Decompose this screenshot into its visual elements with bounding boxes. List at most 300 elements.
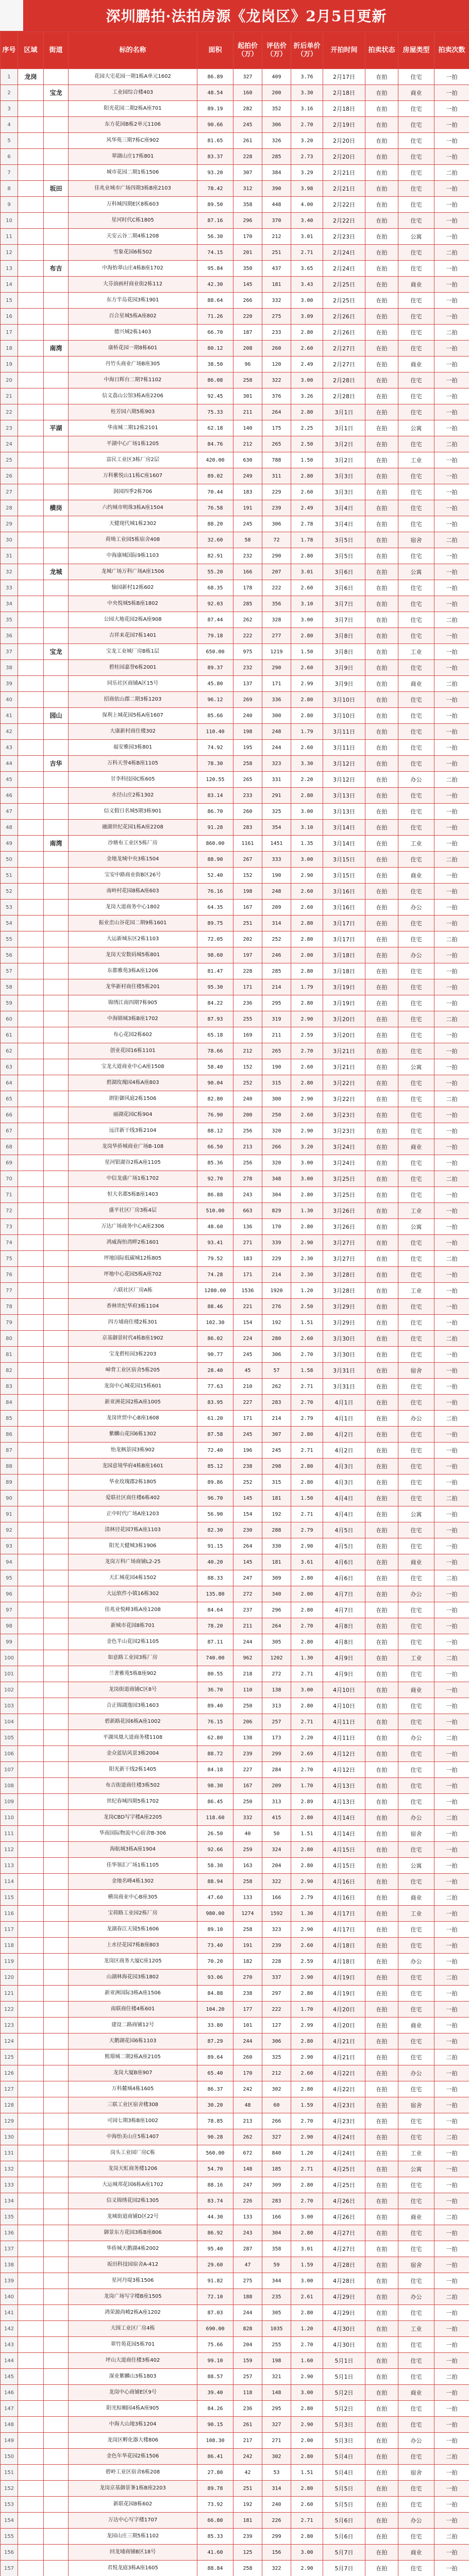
unit-price-cell: 2.60 xyxy=(291,1107,323,1123)
property-name-cell: 万达中心写字楼1707 xyxy=(69,2513,197,2529)
row-index: 37 xyxy=(1,644,18,660)
appraisal-price-cell: 233 xyxy=(262,325,291,341)
district-cell xyxy=(18,1490,44,1506)
property-type-cell: 办公 xyxy=(398,1954,434,1970)
unit-price-cell: 3.00 xyxy=(291,852,323,868)
auction-date-cell: 3月21日 xyxy=(323,1059,365,1075)
appraisal-price-cell: 209 xyxy=(262,900,291,916)
row-index: 156 xyxy=(1,2545,18,2561)
row-index: 124 xyxy=(1,2033,18,2049)
auction-date-cell: 4月9日 xyxy=(323,1650,365,1666)
property-type-cell: 住宅 xyxy=(398,2033,434,2049)
starting-price-cell: 217 xyxy=(233,2433,262,2449)
street-cell xyxy=(44,2161,69,2177)
property-name-cell: 万科城四期E区8栋603 xyxy=(69,197,197,213)
round-cell: 一拍 xyxy=(434,1874,469,1890)
district-cell xyxy=(18,261,44,277)
street-cell xyxy=(44,2449,69,2465)
status-cell: 在拍 xyxy=(365,1059,398,1075)
row-index: 73 xyxy=(1,1219,18,1235)
appraisal-price-cell: 57 xyxy=(262,1363,291,1379)
area-cell: 82.80 xyxy=(197,1091,233,1107)
appraisal-price-cell: 320 xyxy=(262,1155,291,1171)
starting-price-cell: 247 xyxy=(233,2177,262,2193)
auction-date-cell: 5月2日 xyxy=(323,2385,365,2401)
property-name-cell: 风华苑三期7栋C座902 xyxy=(69,133,197,149)
street-cell xyxy=(44,117,69,133)
unit-price-cell: 2.90 xyxy=(291,1970,323,1986)
unit-price-cell: 2.71 xyxy=(291,245,323,261)
auction-date-cell: 3月28日 xyxy=(323,1267,365,1283)
status-cell: 在拍 xyxy=(365,2321,398,2337)
unit-price-cell: 2.20 xyxy=(291,772,323,788)
row-index: 52 xyxy=(1,884,18,900)
row-index: 126 xyxy=(1,2065,18,2081)
table-row xyxy=(1,1666,469,1682)
property-type-cell: 住宅 xyxy=(398,2497,434,2513)
property-name-cell: 雪象花园6栋502 xyxy=(69,245,197,261)
district-cell xyxy=(18,1379,44,1395)
round-cell: 一拍 xyxy=(434,2241,469,2257)
row-index: 18 xyxy=(1,341,18,357)
property-name-cell: 宝安中路商业街B区26号 xyxy=(69,868,197,884)
starting-price-cell: 101 xyxy=(233,2018,262,2033)
row-index: 154 xyxy=(1,2513,18,2529)
starting-price-cell: 260 xyxy=(233,2049,262,2065)
table-row xyxy=(1,676,469,692)
appraisal-price-cell: 222 xyxy=(262,580,291,596)
property-type-cell: 商业 xyxy=(398,2209,434,2225)
property-type-cell: 住宅 xyxy=(398,1091,434,1107)
appraisal-price-cell: 829 xyxy=(262,1203,291,1219)
area-cell: 88.72 xyxy=(197,1746,233,1762)
row-index: 77 xyxy=(1,1283,18,1299)
property-name-cell: 龙岗区商务大厦C座1205 xyxy=(69,1954,197,1970)
area-cell: 90.15 xyxy=(197,2417,233,2433)
property-type-cell: 住宅 xyxy=(398,2177,434,2193)
row-index: 94 xyxy=(1,1554,18,1570)
property-type-cell: 公寓 xyxy=(398,1059,434,1075)
property-type-cell: 商业 xyxy=(398,1682,434,1698)
appraisal-price-cell: 212 xyxy=(262,229,291,245)
round-cell: 一拍 xyxy=(434,69,469,85)
property-type-cell: 住宅 xyxy=(398,580,434,596)
status-cell: 在拍 xyxy=(365,516,398,532)
status-cell: 在拍 xyxy=(365,341,398,357)
property-name-cell: 龙岗区孵化器大楼806 xyxy=(69,2433,197,2449)
street-cell xyxy=(44,1602,69,1618)
table-row xyxy=(1,2145,469,2161)
auction-date-cell: 3月3日 xyxy=(323,484,365,500)
area-cell: 77.63 xyxy=(197,1379,233,1395)
property-name-cell: 万科天誉4栋B座1105 xyxy=(69,756,197,772)
auction-date-cell: 4月10日 xyxy=(323,1698,365,1714)
starting-price-cell: 183 xyxy=(233,484,262,500)
round-cell: 一拍 xyxy=(434,1634,469,1650)
auction-date-cell: 3月16日 xyxy=(323,900,365,916)
row-index: 64 xyxy=(1,1075,18,1091)
unit-price-cell: 2.80 xyxy=(291,1427,323,1443)
district-cell xyxy=(18,1027,44,1043)
row-index: 141 xyxy=(1,2305,18,2321)
auction-date-cell: 5月4日 xyxy=(323,2465,365,2481)
district-cell xyxy=(18,133,44,149)
unit-price-cell: 2.71 xyxy=(291,1714,323,1730)
street-cell: 横岗 xyxy=(44,500,69,516)
auction-date-cell: 4月25日 xyxy=(323,2161,365,2177)
property-name-cell: 大运城邦花园6栋A座1702 xyxy=(69,2177,197,2193)
property-name-cell: 御景东方花园3栋B座806 xyxy=(69,2225,197,2241)
row-index: 67 xyxy=(1,1123,18,1139)
unit-price-cell: 3.00 xyxy=(291,1155,323,1171)
table-row xyxy=(1,1922,469,1938)
street-cell xyxy=(44,2177,69,2193)
property-name-cell: 桂芳园六期5栋903 xyxy=(69,404,197,420)
round-cell: 一拍 xyxy=(434,724,469,740)
unit-price-cell: 3.65 xyxy=(291,261,323,277)
round-cell: 一拍 xyxy=(434,1075,469,1091)
street-cell xyxy=(44,2545,69,2561)
street-cell xyxy=(44,884,69,900)
appraisal-price-cell: 214 xyxy=(262,1411,291,1427)
row-index: 9 xyxy=(1,197,18,213)
area-cell: 71.26 xyxy=(197,309,233,325)
row-index: 101 xyxy=(1,1666,18,1682)
starting-price-cell: 296 xyxy=(233,213,262,229)
table-row xyxy=(1,564,469,580)
status-cell: 在拍 xyxy=(365,1203,398,1219)
status-cell: 在拍 xyxy=(365,1698,398,1714)
status-cell: 在拍 xyxy=(365,1475,398,1490)
starting-price-cell: 261 xyxy=(233,133,262,149)
property-type-cell: 公寓 xyxy=(398,1858,434,1874)
street-cell xyxy=(44,947,69,963)
row-index: 58 xyxy=(1,979,18,995)
street-cell xyxy=(44,1411,69,1427)
row-index: 7 xyxy=(1,165,18,181)
table-row xyxy=(1,931,469,947)
status-cell: 在拍 xyxy=(365,2177,398,2193)
starting-price-cell: 239 xyxy=(233,1746,262,1762)
row-index: 157 xyxy=(1,2561,18,2576)
unit-price-cell: 2.80 xyxy=(291,1698,323,1714)
starting-price-cell: 227 xyxy=(233,1762,262,1778)
appraisal-price-cell: 302 xyxy=(262,2081,291,2097)
status-cell: 在拍 xyxy=(365,628,398,644)
row-index: 61 xyxy=(1,1027,18,1043)
property-type-cell: 住宅 xyxy=(398,69,434,85)
starting-price-cell: 136 xyxy=(233,1219,262,1235)
round-cell: 一拍 xyxy=(434,1315,469,1331)
property-type-cell: 住宅 xyxy=(398,1107,434,1123)
row-index: 34 xyxy=(1,596,18,612)
unit-price-cell: 2.70 xyxy=(291,1395,323,1411)
row-index: 138 xyxy=(1,2257,18,2273)
district-cell: 龙岗 xyxy=(18,69,44,85)
street-cell xyxy=(44,2273,69,2289)
table-row xyxy=(1,69,469,85)
street-cell: 宝龙 xyxy=(44,85,69,101)
unit-price-cell: 2.78 xyxy=(291,516,323,532)
round-cell: 二拍 xyxy=(434,2369,469,2385)
area-cell: 38.50 xyxy=(197,357,233,372)
property-type-cell: 住宅 xyxy=(398,1874,434,1890)
area-cell: 33.80 xyxy=(197,2018,233,2033)
property-type-cell: 住宅 xyxy=(398,1778,434,1794)
property-name-cell: 大运新城东区2栋1103 xyxy=(69,931,197,947)
row-index: 3 xyxy=(1,101,18,117)
round-cell: 一拍 xyxy=(434,660,469,676)
unit-price-cell: 2.60 xyxy=(291,1331,323,1347)
status-cell: 在拍 xyxy=(365,1187,398,1203)
street-cell xyxy=(44,900,69,916)
status-cell: 在拍 xyxy=(365,2018,398,2033)
unit-price-cell: 2.90 xyxy=(291,1011,323,1027)
starting-price-cell: 213 xyxy=(233,1139,262,1155)
starting-price-cell: 159 xyxy=(233,2353,262,2369)
street-cell xyxy=(44,820,69,836)
property-name-cell: 大芬油画村商业街2栋112 xyxy=(69,277,197,293)
area-cell: 86.08 xyxy=(197,372,233,388)
unit-price-cell: 1.20 xyxy=(291,2321,323,2337)
property-name-cell: 翠湖山庄17栋801 xyxy=(69,149,197,165)
round-cell: 一拍 xyxy=(434,804,469,820)
status-cell: 在拍 xyxy=(365,1379,398,1395)
auction-date-cell: 3月13日 xyxy=(323,788,365,804)
header-area: 面积 xyxy=(197,32,233,69)
table-row xyxy=(1,516,469,532)
row-index: 59 xyxy=(1,995,18,1011)
appraisal-price-cell: 295 xyxy=(262,2401,291,2417)
auction-date-cell: 3月6日 xyxy=(323,580,365,596)
property-name-cell: 华南国际物流中心宿舍B-306 xyxy=(69,1826,197,1842)
auction-date-cell: 5月1日 xyxy=(323,2353,365,2369)
street-cell xyxy=(44,1570,69,1586)
row-index: 92 xyxy=(1,1522,18,1538)
property-type-cell: 商业 xyxy=(398,1139,434,1155)
appraisal-price-cell: 314 xyxy=(262,2481,291,2497)
street-cell xyxy=(44,532,69,548)
header-district: 区域 xyxy=(18,32,44,69)
unit-price-cell: 1.78 xyxy=(291,532,323,548)
row-index: 20 xyxy=(1,372,18,388)
table-row xyxy=(1,995,469,1011)
district-cell xyxy=(18,2417,44,2433)
auction-date-cell: 4月26日 xyxy=(323,2209,365,2225)
auction-date-cell: 3月27日 xyxy=(323,1235,365,1251)
unit-price-cell: 1.59 xyxy=(291,2097,323,2113)
round-cell: 二拍 xyxy=(434,532,469,548)
unit-price-cell: 1.58 xyxy=(291,1363,323,1379)
round-cell: 一拍 xyxy=(434,2097,469,2113)
auction-date-cell: 5月6日 xyxy=(323,2529,365,2545)
table-row xyxy=(1,357,469,372)
appraisal-price-cell: 309 xyxy=(262,1570,291,1586)
district-cell xyxy=(18,1650,44,1666)
round-cell: 一拍 xyxy=(434,1347,469,1363)
round-cell: 二拍 xyxy=(434,165,469,181)
starting-price-cell: 183 xyxy=(233,1251,262,1267)
starting-price-cell: 167 xyxy=(233,900,262,916)
row-index: 4 xyxy=(1,117,18,133)
round-cell: 一拍 xyxy=(434,2417,469,2433)
auction-date-cell: 3月8日 xyxy=(323,644,365,660)
area-cell: 92.45 xyxy=(197,388,233,404)
property-type-cell: 住宅 xyxy=(398,309,434,325)
property-name-cell: 龙岗街道商铺C区8号 xyxy=(69,1682,197,1698)
street-cell xyxy=(44,2129,69,2145)
row-index: 133 xyxy=(1,2177,18,2193)
property-type-cell: 住宅 xyxy=(398,1970,434,1986)
unit-price-cell: 2.80 xyxy=(291,2529,323,2545)
row-index: 51 xyxy=(1,868,18,884)
unit-price-cell: 2.00 xyxy=(291,947,323,963)
property-type-cell: 公寓 xyxy=(398,229,434,245)
district-cell xyxy=(18,309,44,325)
property-type-cell: 工业 xyxy=(398,2145,434,2161)
district-cell xyxy=(18,1427,44,1443)
appraisal-price-cell: 248 xyxy=(262,884,291,900)
table-row xyxy=(1,2018,469,2033)
property-name-cell: 南岭村花园8栋A座603 xyxy=(69,884,197,900)
status-cell: 在拍 xyxy=(365,2353,398,2369)
row-index: 82 xyxy=(1,1363,18,1379)
street-cell xyxy=(44,484,69,500)
district-cell xyxy=(18,2193,44,2209)
street-cell xyxy=(44,692,69,708)
area-cell: 860.00 xyxy=(197,836,233,852)
round-cell: 二拍 xyxy=(434,1331,469,1347)
round-cell: 二拍 xyxy=(434,1251,469,1267)
district-cell xyxy=(18,2081,44,2097)
starting-price-cell: 243 xyxy=(233,2225,262,2241)
street-cell xyxy=(44,740,69,756)
street-cell xyxy=(44,1315,69,1331)
appraisal-price-cell: 198 xyxy=(262,2353,291,2369)
row-index: 65 xyxy=(1,1091,18,1107)
unit-price-cell: 2.80 xyxy=(291,548,323,564)
property-type-cell: 住宅 xyxy=(398,995,434,1011)
area-cell: 42.30 xyxy=(197,277,233,293)
auction-date-cell: 4月19日 xyxy=(323,1986,365,2002)
property-name-cell: 四方埔商住楼2栋301 xyxy=(69,1315,197,1331)
starting-price-cell: 201 xyxy=(233,245,262,261)
auction-date-cell: 2月22日 xyxy=(323,213,365,229)
unit-price-cell: 1.79 xyxy=(291,724,323,740)
property-type-cell: 住宅 xyxy=(398,788,434,804)
district-cell xyxy=(18,1730,44,1746)
row-index: 76 xyxy=(1,1267,18,1283)
property-type-cell: 住宅 xyxy=(398,2417,434,2433)
street-cell xyxy=(44,1267,69,1283)
auction-date-cell: 4月12日 xyxy=(323,1762,365,1778)
area-cell: 1280.00 xyxy=(197,1283,233,1299)
area-cell: 68.35 xyxy=(197,580,233,596)
street-cell xyxy=(44,277,69,293)
status-cell: 在拍 xyxy=(365,1043,398,1059)
starting-price-cell: 1274 xyxy=(233,1906,262,1922)
street-cell xyxy=(44,293,69,309)
status-cell: 在拍 xyxy=(365,1858,398,1874)
unit-price-cell: 2.60 xyxy=(291,341,323,357)
district-cell xyxy=(18,1395,44,1411)
starting-price-cell: 245 xyxy=(233,117,262,133)
unit-price-cell: 3.20 xyxy=(291,1139,323,1155)
table-row xyxy=(1,900,469,916)
auction-date-cell: 4月20日 xyxy=(323,2002,365,2018)
row-index: 44 xyxy=(1,756,18,772)
table-row xyxy=(1,1634,469,1650)
property-type-cell: 住宅 xyxy=(398,2353,434,2369)
round-cell: 二拍 xyxy=(434,1890,469,1906)
district-cell xyxy=(18,1714,44,1730)
property-name-cell: 龙岗大厦B座907 xyxy=(69,2065,197,2081)
header-auction-date: 开拍时间 xyxy=(323,32,365,69)
property-type-cell: 办公 xyxy=(398,2065,434,2081)
appraisal-price-cell: 285 xyxy=(262,149,291,165)
street-cell xyxy=(44,1938,69,1954)
appraisal-price-cell: 376 xyxy=(262,388,291,404)
unit-price-cell: 1.51 xyxy=(291,2465,323,2481)
row-index: 75 xyxy=(1,1251,18,1267)
district-cell xyxy=(18,277,44,293)
area-cell: 70.44 xyxy=(197,484,233,500)
street-cell xyxy=(44,548,69,564)
table-row xyxy=(1,2433,469,2449)
round-cell: 一拍 xyxy=(434,2497,469,2513)
row-index: 102 xyxy=(1,1682,18,1698)
auction-date-cell: 3月5日 xyxy=(323,532,365,548)
area-cell: 92.70 xyxy=(197,1171,233,1187)
table-row xyxy=(1,692,469,708)
auction-date-cell: 4月3日 xyxy=(323,1475,365,1490)
round-cell: 一拍 xyxy=(434,1363,469,1379)
auction-date-cell: 4月2日 xyxy=(323,1443,365,1459)
table-row xyxy=(1,1379,469,1395)
appraisal-price-cell: 327 xyxy=(262,2417,291,2433)
property-type-cell: 住宅 xyxy=(398,1155,434,1171)
area-cell: 76.15 xyxy=(197,1714,233,1730)
unit-price-cell: 3.00 xyxy=(291,293,323,309)
area-cell: 78.30 xyxy=(197,756,233,772)
property-name-cell: 坪山大道商住楼3栋402 xyxy=(69,2353,197,2369)
status-cell: 在拍 xyxy=(365,2497,398,2513)
street-cell xyxy=(44,1299,69,1315)
area-cell: 72.10 xyxy=(197,2289,233,2305)
property-name-cell: 岗头工业园厂房C栋 xyxy=(69,2145,197,2161)
starting-price-cell: 170 xyxy=(233,229,262,245)
area-cell: 88.46 xyxy=(197,1299,233,1315)
area-cell: 84.88 xyxy=(197,1986,233,2002)
area-cell: 87.93 xyxy=(197,1011,233,1027)
district-cell xyxy=(18,1443,44,1459)
table-row xyxy=(1,1826,469,1842)
property-type-cell: 住宅 xyxy=(398,2337,434,2353)
round-cell: 一拍 xyxy=(434,2225,469,2241)
status-cell: 在拍 xyxy=(365,2305,398,2321)
table-row xyxy=(1,2129,469,2145)
status-cell: 在拍 xyxy=(365,852,398,868)
round-cell: 一拍 xyxy=(434,1842,469,1858)
row-index: 116 xyxy=(1,1906,18,1922)
auction-date-cell: 4月19日 xyxy=(323,1970,365,1986)
unit-price-cell: 2.80 xyxy=(291,628,323,644)
property-type-cell: 住宅 xyxy=(398,436,434,452)
appraisal-price-cell: 181 xyxy=(262,277,291,293)
unit-price-cell: 2.80 xyxy=(291,2481,323,2497)
starting-price-cell: 1536 xyxy=(233,1283,262,1299)
property-name-cell: 工业园综合楼403 xyxy=(69,85,197,101)
